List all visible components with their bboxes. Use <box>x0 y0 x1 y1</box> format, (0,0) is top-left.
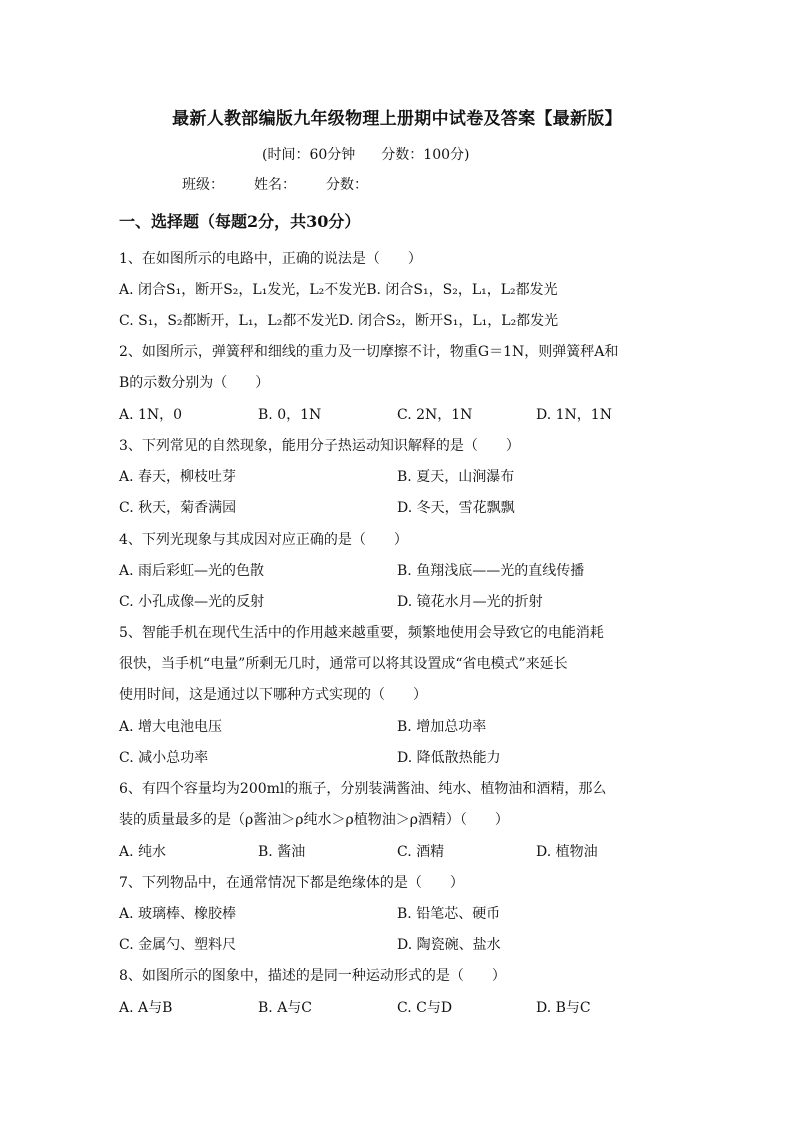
question-6-option-c: C. 酒精 <box>397 844 445 860</box>
student-info <box>182 174 398 194</box>
exam-info <box>262 144 495 164</box>
question-2-option-b: B. 0，1N <box>258 407 322 423</box>
question-5-option-a: A. 增大电池电压 <box>119 719 223 735</box>
question-8-option-a: A. A与B <box>119 1000 173 1016</box>
question-7-option-c: C. 金属勺、塑料尺 <box>119 937 237 953</box>
question-3-option-d: D. 冬天，雪花飘飘 <box>397 500 515 516</box>
question-2-stem: 2、如图所示，弹簧秤和细线的重力及一切摩擦不计，物重G＝1N，则弹簧秤A和 <box>119 344 619 360</box>
question-4-option-b: B. 鱼翔浅底——光的直线传播 <box>397 563 585 579</box>
question-5-option-b: B. 增加总功率 <box>397 719 487 735</box>
name-label: 姓名： <box>254 177 296 193</box>
question-4-option-c: C. 小孔成像—光的反射 <box>119 594 265 610</box>
question-3-option-c: C. 秋天，菊香满园 <box>119 500 237 516</box>
question-3-option-a: A. 春天，柳枝吐芽 <box>119 469 237 485</box>
page-title: 最新人教部编版九年级物理上册期中试卷及答案【最新版】 <box>172 109 622 129</box>
question-7-option-b: B. 铅笔芯、硬币 <box>397 906 501 922</box>
question-2-option-d: D. 1N，1N <box>536 407 612 423</box>
question-3-option-b: B. 夏天，山涧瀑布 <box>397 469 515 485</box>
question-7-stem: 7、下列物品中，在通常情况下都是绝缘体的是（ ） <box>119 875 464 891</box>
question-4-stem: 4、下列光现象与其成因对应正确的是（ ） <box>119 532 408 548</box>
question-2-stem-cont: B的示数分别为（ ） <box>119 375 270 391</box>
question-4-option-d: D. 镜花水月—光的折射 <box>397 594 543 610</box>
question-7-option-d: D. 陶瓷碗、盐水 <box>397 937 501 953</box>
question-8-option-c: C. C与D <box>397 1000 453 1016</box>
section-heading: 一、选择题（每题2分，共30分） <box>119 212 361 231</box>
question-8-option-b: B. A与C <box>258 1000 313 1016</box>
question-5-option-c: C. 减小总功率 <box>119 750 209 766</box>
question-5-option-d: D. 降低散热能力 <box>397 750 501 766</box>
question-6-option-a: A. 纯水 <box>119 844 167 860</box>
question-1-options-ab: A. 闭合S₁，断开S₂，L₁发光，L₂不发光B. 闭合S₁，S₂，L₁，L₂都发光 <box>119 282 558 298</box>
question-6-option-d: D. 植物油 <box>536 844 598 860</box>
question-2-option-c: C. 2N，1N <box>397 407 473 423</box>
question-5-stem-end: 使用时间，这是通过以下哪种方式实现的（ ） <box>119 687 427 703</box>
question-6-stem-cont: 装的质量最多的是（ρ酱油＞ρ纯水＞ρ植物油＞ρ酒精）（ ） <box>119 812 509 828</box>
question-8-option-d: D. B与C <box>536 1000 591 1016</box>
question-4-option-a: A. 雨后彩虹—光的色散 <box>119 563 265 579</box>
question-2-option-a: A. 1N，0 <box>119 407 183 423</box>
time-info: (时间：60分钟 <box>262 147 356 163</box>
question-1-stem: 1、在如图所示的电路中，正确的说法是（ ） <box>119 251 422 267</box>
question-8-stem: 8、如图所示的图象中，描述的是同一种运动形式的是（ ） <box>119 968 506 984</box>
question-7-option-a: A. 玻璃棒、橡胶棒 <box>119 906 237 922</box>
question-3-stem: 3、下列常见的自然现象，能用分子热运动知识解释的是（ ） <box>119 438 520 454</box>
score-info: 分数：100分) <box>381 147 470 163</box>
question-6-stem: 6、有四个容量均为200ml的瓶子，分别装满酱油、纯水、植物油和酒精，那么 <box>119 781 607 797</box>
question-6-option-b: B. 酱油 <box>258 844 306 860</box>
question-5-stem: 5、智能手机在现代生活中的作用越来越重要，频繁地使用会导致它的电能消耗 <box>119 625 604 641</box>
question-1-options-cd: C. S₁，S₂都断开，L₁，L₂都不发光D. 闭合S₂，断开S₁，L₁，L₂都发光 <box>119 313 559 329</box>
class-label: 班级： <box>182 177 224 193</box>
question-5-stem-cont: 很快，当手机“电量”所剩无几时，通常可以将其设置成“省电模式”来延长 <box>119 656 568 672</box>
points-label: 分数： <box>326 177 368 193</box>
